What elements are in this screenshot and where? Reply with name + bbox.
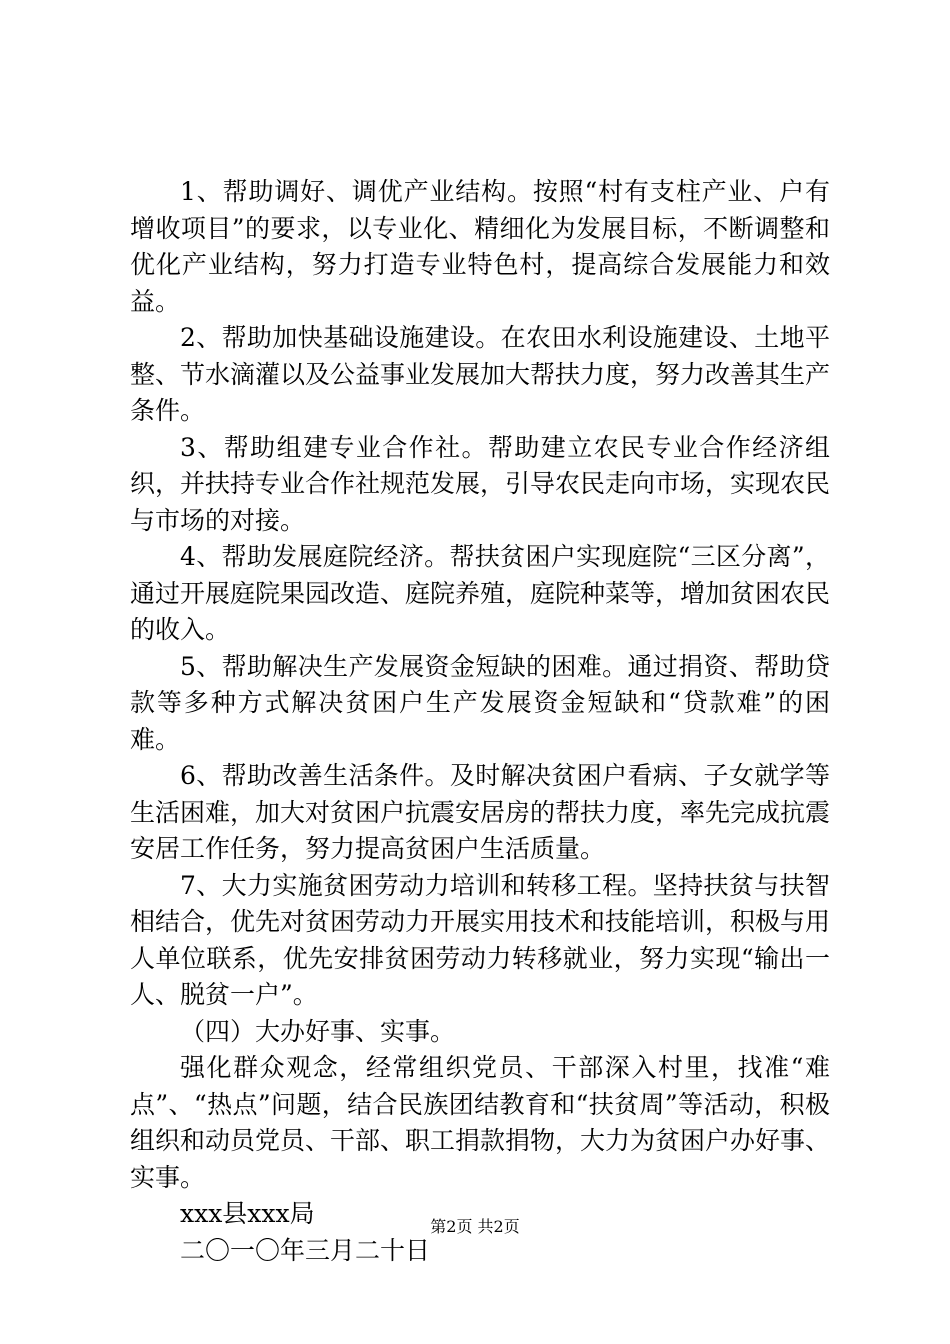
paragraph-item-2: 2、帮助加快基础设施建设。在农田水利设施建设、土地平整、节水滴灌以及公益事业发展加大帮扶力度，努力改善其生产条件。 [130,323,831,425]
document-body [130,174,830,1269]
section-heading-4: （四）大办好事、实事。 [180,1016,456,1046]
paragraph-item-3: 3、帮助组建专业合作社。帮助建立农民专业合作经济组织，并扶持专业合作社规范发展，引导农民走向市场，实现农民与市场的对接。 [130,432,831,535]
signature-date: 二〇一〇年三月二十日 [180,1235,431,1265]
signature-org: xxx县xxx局 [180,1199,315,1228]
paragraph-item-1: 1、帮助调好、调优产业结构。按照“村有支柱产业、户有增收项目”的要求，以专业化、精细化为发展目标，不断调整和优化产业结构，努力打造专业特色村，提高综合发展能力和效益。 [130,177,830,316]
paragraph-item-4: 4、帮助发展庭院经济。帮扶贫困户实现庭院“三区分离”，通过开展庭院果园改造、庭院养殖，庭院种菜等，增加贫困农民的收入。 [130,542,831,644]
paragraph-item-6: 6、帮助改善生活条件。及时解决贫困户看病、子女就学等生活困难，加大对贫困户抗震安居房的帮扶力度，率先完成抗震安居工作任务，努力提高贫困户生活质量。 [130,761,831,863]
paragraph-item-7: 7、大力实施贫困劳动力培训和转移工程。坚持扶贫与扶智相结合，优先对贫困劳动力开展实用技术和技能培训，积极与用人单位联系，优先安排贫困劳动力转移就业，努力实现“输出一人、脱贫一户”。 [130,870,831,1009]
paragraph-item-5: 5、帮助解决生产发展资金短缺的困难。通过捐资、帮助贷款等多种方式解决贫困户生产发展资金短缺和“贷款难”的困难。 [130,651,830,754]
page-footer: 第2页 共2页 [430,1217,520,1236]
section-body-4: 强化群众观念，经常组织党员、干部深入村里，找准“难点”、“热点”问题，结合民族团结教育和“扶贫周”等活动，积极组织和动员党员、干部、职工捐款捐物，大力为贫困户办好事、实事。 [130,1053,831,1192]
